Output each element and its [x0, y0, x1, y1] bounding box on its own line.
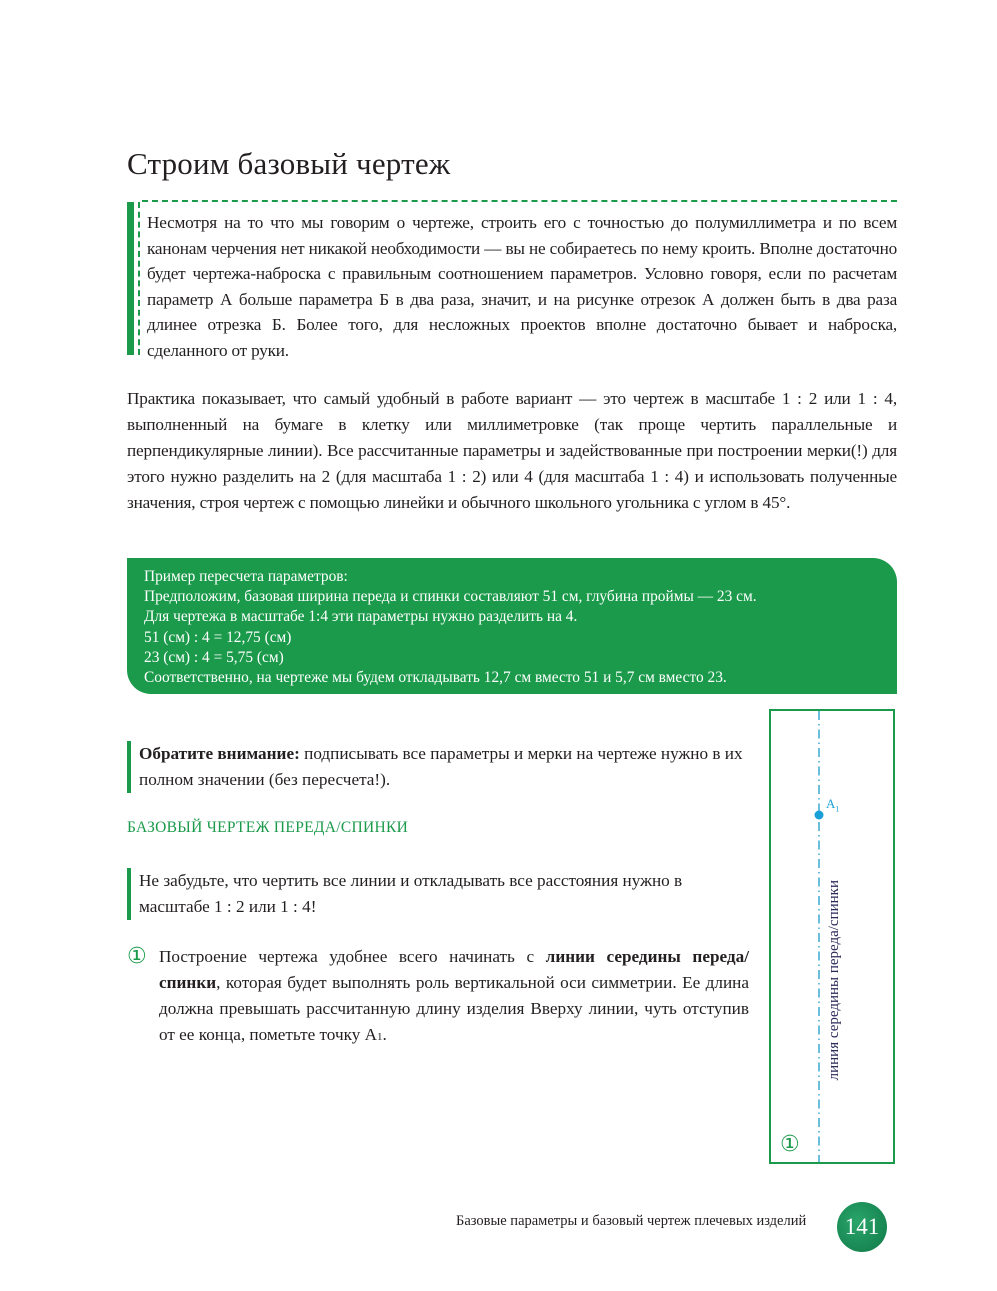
reminder-note: [127, 868, 752, 920]
intro-dashed-left-border: [138, 202, 140, 355]
intro-accent-bar: [127, 202, 134, 355]
axis-label-text: линия середины переда/спинки: [826, 880, 842, 1081]
example-line: Предположим, базовая ширина переда и спинки составляют 51 см, глубина проймы — 23 см.: [144, 588, 757, 606]
example-line: 51 (см) : 4 = 12,75 (см): [144, 628, 292, 646]
example-title: Пример пересчета параметров:: [144, 568, 348, 585]
page-number-badge: 141: [837, 1202, 887, 1252]
step-number-icon: ①: [127, 944, 147, 969]
example-line: 23 (см) : 4 = 5,75 (см): [144, 648, 284, 666]
body-paragraph: Практика показывает, что самый удобный в работе вариант — это чертеж в масштабе 1 : 2 или 1 : 4, выполненный на бумаге в клетку или миллиметровке (так проще чертить параллельные и перпендикулярные линии). Все рассчитанные параметры и задействованные при построении мерки(!) для этого нужно разделить на 2 (для масштаба 1 : 2) или 4 (для масштаба 1 : 4) и использовать полученные значения, строя чертеж с помощью линейки и обычного школьного угольника с углом в 45°.: [127, 389, 897, 512]
attention-label: Обратите внимание:: [139, 744, 300, 763]
footer-running-title: Базовые параметры и базовый чертеж плечевых изделий: [456, 1213, 807, 1229]
attention-text: подписывать все параметры и мерки на чертеже нужно в их полном значении (без пересчета!).: [139, 744, 743, 789]
intro-text: Несмотря на то что мы говорим о чертеже, строить его с точностью до полумиллиметра и по всем канонам черчения нет никакой необходимости — вы не собираетесь по нему кроить. Вполне достаточно будет чертежа-наброска с правильным соотношением параметров. Условно говоря, если по расчетам параметр А больше параметра Б в два раза, значит, и на рисунке отрезок А должен быть в два раза длинее отрезка Б. Более того, для несложных проектов вполне достаточно бывает и наброска, сделанного от руки.: [147, 213, 897, 360]
step-1-text: Построение чертежа удобнее всего начинать с линии середины переда/спинки, которая будет выполнять роль вертикальной оси симметрии. Ее длина должна превышать рассчитанную длину изделия Вверху линии, чуть отступив от ее конца, пометьте точку А1.: [159, 947, 749, 1044]
section-heading: БАЗОВЫЙ ЧЕРТЕЖ ПЕРЕДА/СПИНКИ: [127, 819, 409, 836]
example-line: Соответственно, на чертеже мы будем откладывать 12,7 см вместо 51 и 5,7 см вместо 23.: [144, 669, 727, 687]
intro-callout: [127, 200, 897, 360]
intro-dashed-top-border: [142, 200, 897, 202]
reminder-text: Не забудьте, что чертить все линии и откладывать все расстояния нужно в масштабе 1 : 2 или 1 : 4!: [139, 871, 683, 916]
example-box: [127, 558, 897, 694]
step-1-bold-term: линии середины переда/спинки: [159, 947, 749, 992]
diagram-step-number-icon: ①: [780, 1132, 800, 1157]
attention-note: [127, 741, 752, 793]
example-line: Для чертежа в масштабе 1:4 эти параметры нужно разделить на 4.: [144, 608, 578, 626]
axis-label: [818, 880, 848, 1105]
step-1: [127, 944, 749, 1050]
point-a1-marker: [815, 811, 824, 820]
point-a1-label: $А_1$: [826, 796, 840, 814]
page-title: Строим базовый чертеж: [127, 146, 451, 181]
